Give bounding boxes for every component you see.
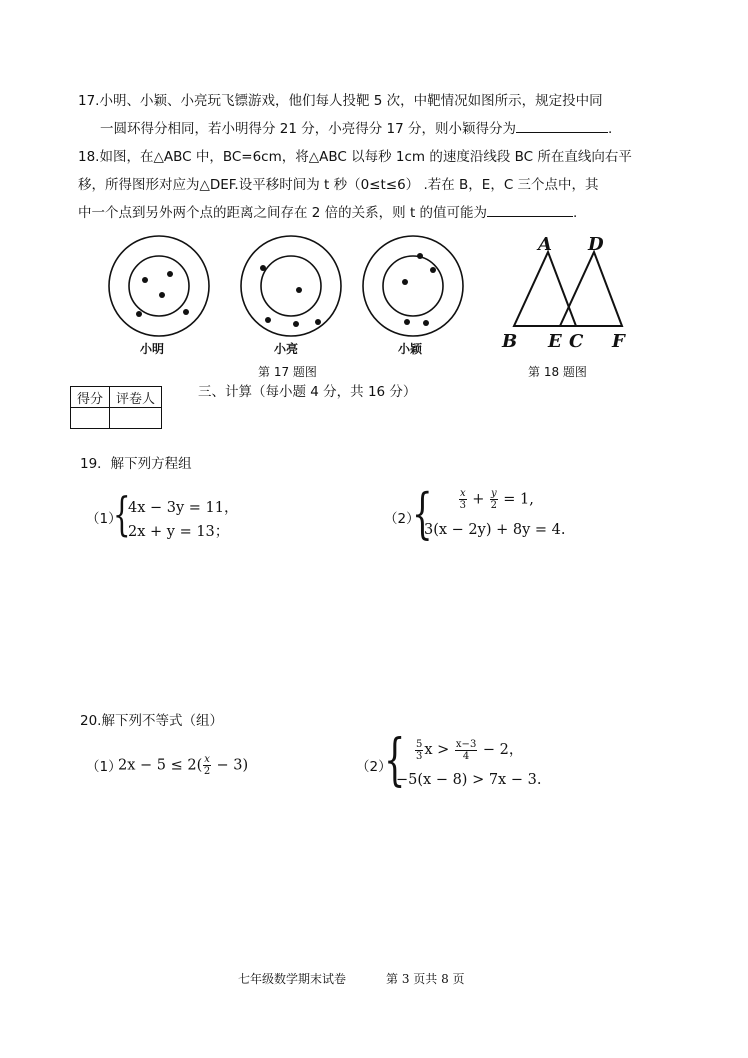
q18-line3 <box>78 202 577 224</box>
q20-p2-eq2: −5(x − 8) > 7x − 3. <box>396 772 542 788</box>
triangle-def <box>560 252 622 326</box>
label-a: A <box>538 234 552 255</box>
target-xiaoliang <box>241 236 341 336</box>
q17-line2 <box>100 118 612 140</box>
q20-p2-eq1-tail: − 2， <box>482 742 524 758</box>
fraction: $\frac{x}{3}$ <box>459 488 466 511</box>
dart-dot <box>159 292 165 298</box>
q20-p1-tail: − 3) <box>216 757 249 774</box>
label-f: F <box>612 331 625 352</box>
q18-line1: 18.如图，在△ABC 中，BC=6cm，将△ABC 以每秒 1cm 的速度沿线段 BC 所在直线向右平 <box>78 149 632 165</box>
score-cell[interactable] <box>71 408 110 429</box>
q19-p1-eq2: 2x + y = 13； <box>128 524 230 540</box>
dart-dot <box>167 271 173 277</box>
dart-dot <box>265 317 271 323</box>
q20-p1-head: 2x − 5 ≤ 2( <box>118 757 203 774</box>
score-header: 得分 <box>71 387 110 408</box>
q18-answer-blank[interactable] <box>487 202 573 217</box>
q17-line2-text: 一圆环得分相同，若小明得分 21 分，小亮得分 17 分，则小颖得分为 <box>100 121 517 137</box>
q20-p2-eq1 <box>414 738 523 762</box>
label-xiaoliang: 小亮 <box>274 342 299 356</box>
dart-dot <box>417 253 423 259</box>
caption-18: 第 18 题图 <box>528 365 587 379</box>
dart-dot <box>293 321 299 327</box>
q20-p2-eq1-mid: x > <box>424 742 450 758</box>
q17-answer-blank[interactable] <box>516 118 608 133</box>
q18-line3-text: 中一个点到另外两个点的距离之间存在 2 倍的关系，则 t 的值可能为 <box>78 205 488 221</box>
dart-dot <box>315 319 321 325</box>
label-e: E <box>548 331 562 352</box>
q18-line2: 移，所得图形对应为△DEF.设平移时间为 t 秒（0≤t≤6） .若在 B，E，C 三个点中，其 <box>78 177 599 193</box>
dart-dot <box>423 320 429 326</box>
label-d: D <box>588 234 604 255</box>
dart-dot <box>430 267 436 273</box>
caption-17: 第 17 题图 <box>258 365 317 379</box>
dart-dot <box>402 279 408 285</box>
q18-end: . <box>573 205 578 221</box>
q19-p2-eq1: $\frac{x}{3}$ + $\frac{y}{2}$ = 1, <box>459 488 534 511</box>
fraction: $\frac{5}{3}$ <box>416 738 423 762</box>
figures-svg <box>0 230 748 380</box>
dart-dot <box>296 287 302 293</box>
label-xiaoying: 小颖 <box>398 342 423 356</box>
q19-p2-eq1-tail: = 1, <box>503 491 534 508</box>
label-b: B <box>502 331 518 352</box>
footer-page-number: 第 3 页共 8 页 <box>386 972 465 986</box>
q19-part1-label: （1） <box>86 511 122 527</box>
q17-end: . <box>608 121 613 137</box>
q17-line1: 17.小明、小颖、小亮玩飞镖游戏，他们每人投靶 5 次，中靶情况如图所示，规定投中同 <box>78 93 603 109</box>
dart-dot <box>142 277 148 283</box>
q19-part2-label: （2） <box>384 511 420 527</box>
q19-title: 19．解下列方程组 <box>80 456 192 472</box>
fraction: $\frac{y}{2}$ <box>490 488 498 511</box>
q20-p1-ineq <box>118 754 248 777</box>
brace-icon: { <box>412 482 433 545</box>
target-xiaoming <box>109 236 209 336</box>
dart-dot <box>404 319 410 325</box>
label-xiaoming: 小明 <box>140 342 165 356</box>
triangle-abc <box>514 252 576 326</box>
dart-dot <box>183 309 189 315</box>
q19-p2-eq2: 3(x − 2y) + 8y = 4. <box>424 522 566 538</box>
fraction: $\frac{x}{2}$ <box>203 754 211 777</box>
q20-part2-label: （2） <box>356 759 392 775</box>
score-table <box>70 386 162 429</box>
triangles-figure <box>514 252 622 326</box>
grader-header: 评卷人 <box>110 387 162 408</box>
target-xiaoying <box>363 236 463 336</box>
q20-title: 20.解下列不等式（组） <box>80 713 223 729</box>
fraction: $\frac{x-3}{4}$ <box>455 738 477 762</box>
dart-dot <box>260 265 266 271</box>
dart-dot <box>136 311 142 317</box>
section-3-title: 三、计算（每小题 4 分，共 16 分） <box>198 384 417 400</box>
footer-exam-title: 七年级数学期末试卷 <box>238 972 347 986</box>
grader-cell[interactable] <box>110 408 162 429</box>
q19-p1-eq1: 4x − 3y = 11， <box>128 500 239 516</box>
brace-icon: { <box>113 487 131 541</box>
q20-part1-label: （1） <box>86 759 122 775</box>
brace-icon: { <box>384 728 406 793</box>
label-c: C <box>569 331 584 352</box>
